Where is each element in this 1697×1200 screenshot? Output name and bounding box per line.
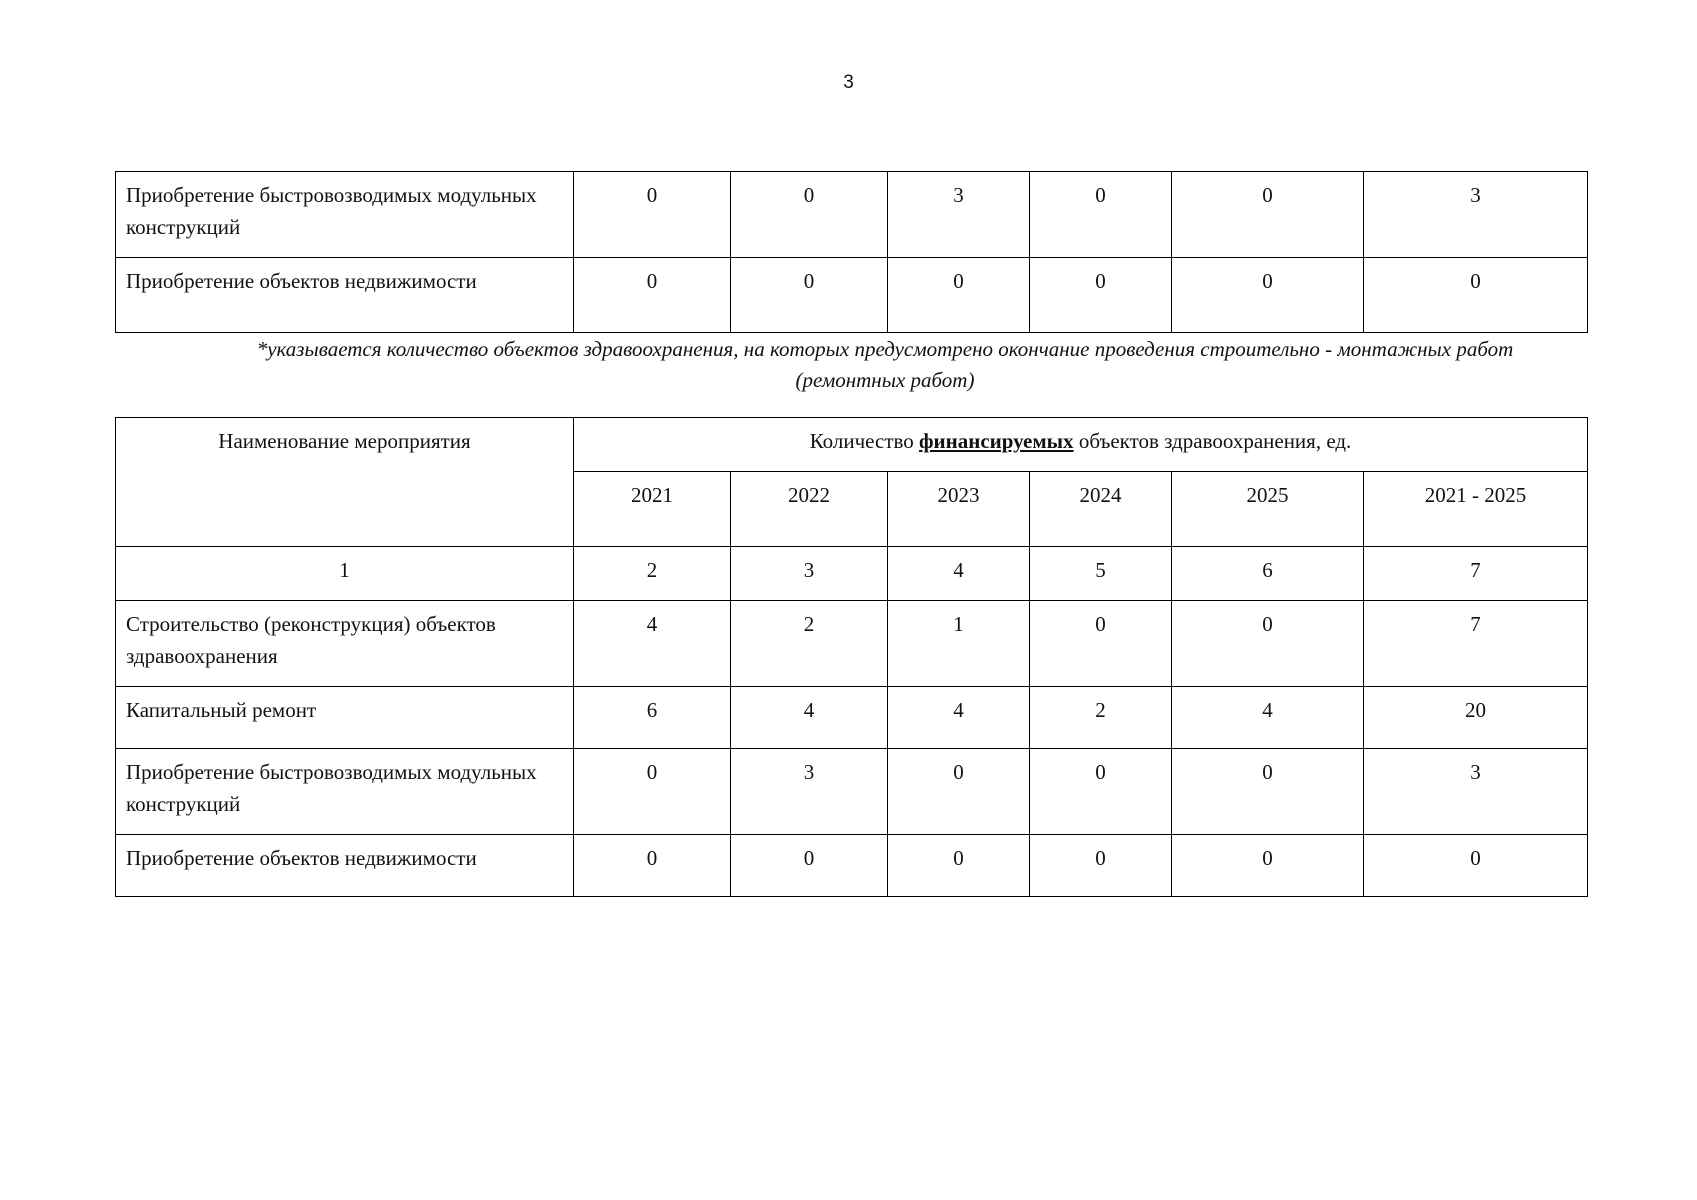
value-cell: 0	[1030, 172, 1172, 258]
row-name: Приобретение быстровозводимых модульных конструкций	[116, 749, 574, 835]
page-number: 3	[843, 72, 854, 93]
year-header: 2025	[1172, 472, 1364, 547]
value-cell: 0	[1172, 749, 1364, 835]
column-header-name: Наименование мероприятия	[116, 418, 574, 547]
table-header-row	[116, 418, 1588, 472]
value-cell: 0	[888, 749, 1030, 835]
row-name: Капитальный ремонт	[116, 687, 574, 749]
value-cell: 0	[1030, 835, 1172, 897]
column-number: 3	[731, 547, 888, 601]
value-cell: 0	[1030, 749, 1172, 835]
header-group-suffix: объектов здравоохранения, ед.	[1073, 429, 1352, 453]
table-row	[116, 835, 1588, 897]
row-name: Приобретение объектов недвижимости	[116, 835, 574, 897]
value-cell: 2	[1030, 687, 1172, 749]
value-cell: 0	[888, 835, 1030, 897]
row-name: Приобретение объектов недвижимости	[116, 258, 574, 333]
year-header: 2021	[574, 472, 731, 547]
value-cell: 0	[574, 258, 731, 333]
table-row	[116, 601, 1588, 687]
value-cell: 0	[888, 258, 1030, 333]
column-header-group	[574, 418, 1588, 472]
table-row	[116, 172, 1588, 258]
value-cell: 4	[574, 601, 731, 687]
table-row	[116, 258, 1588, 333]
column-number: 6	[1172, 547, 1364, 601]
value-cell: 2	[731, 601, 888, 687]
footnote: *указывается количество объектов здравоохранения, на которых предусмотрено окончание проведения строительно - монтажных работ (ремонтных работ)	[256, 337, 1514, 392]
value-cell: 20	[1364, 687, 1588, 749]
row-name: Строительство (реконструкция) объектов здравоохранения	[116, 601, 574, 687]
value-cell: 3	[888, 172, 1030, 258]
value-cell: 4	[731, 687, 888, 749]
value-cell: 0	[731, 835, 888, 897]
value-cell: 0	[1172, 172, 1364, 258]
column-number: 7	[1364, 547, 1588, 601]
table-main	[115, 417, 1588, 897]
value-cell: 3	[731, 749, 888, 835]
value-cell: 3	[1364, 749, 1588, 835]
value-cell: 0	[1172, 601, 1364, 687]
year-header: 2022	[731, 472, 888, 547]
value-cell: 0	[574, 172, 731, 258]
value-cell: 6	[574, 687, 731, 749]
value-cell: 0	[1172, 835, 1364, 897]
value-cell: 0	[1364, 258, 1588, 333]
value-cell: 4	[888, 687, 1030, 749]
value-cell: 0	[731, 258, 888, 333]
value-cell: 0	[1172, 258, 1364, 333]
value-cell: 0	[1030, 601, 1172, 687]
header-group-prefix: Количество	[809, 429, 920, 453]
year-header: 2024	[1030, 472, 1172, 547]
value-cell: 0	[1364, 835, 1588, 897]
row-name: Приобретение быстровозводимых модульных конструкций	[116, 172, 574, 258]
value-cell: 0	[731, 172, 888, 258]
year-header: 2021 - 2025	[1364, 472, 1588, 547]
value-cell: 7	[1364, 601, 1588, 687]
table-top	[115, 171, 1588, 333]
header-group-emphasis: финансируемых	[919, 429, 1074, 453]
column-number: 4	[888, 547, 1030, 601]
value-cell: 0	[574, 749, 731, 835]
column-number: 2	[574, 547, 731, 601]
column-number: 5	[1030, 547, 1172, 601]
value-cell: 3	[1364, 172, 1588, 258]
year-header: 2023	[888, 472, 1030, 547]
value-cell: 0	[574, 835, 731, 897]
value-cell: 0	[1030, 258, 1172, 333]
column-number: 1	[116, 547, 574, 601]
column-number-row	[116, 547, 1588, 601]
value-cell: 1	[888, 601, 1030, 687]
table-row	[116, 749, 1588, 835]
value-cell: 4	[1172, 687, 1364, 749]
table-row	[116, 687, 1588, 749]
